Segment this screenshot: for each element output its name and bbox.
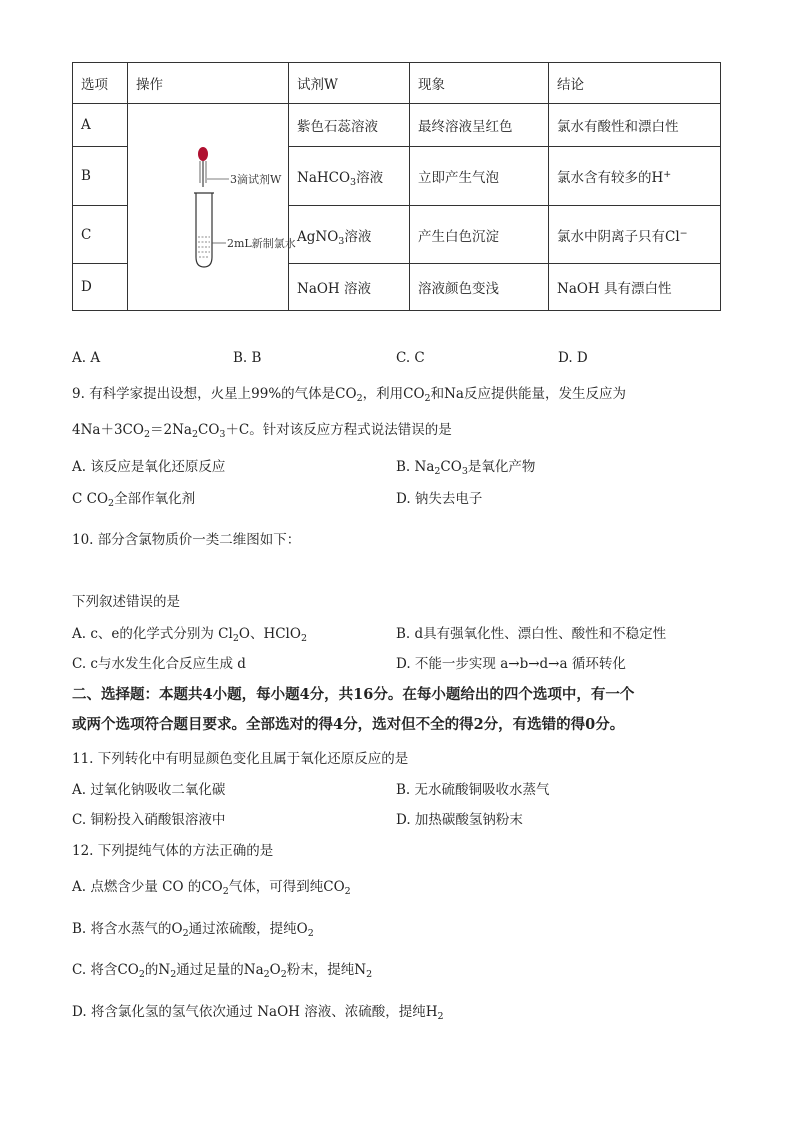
section-two-instructions: 或两个选项符合题目要求。全部选对的得4分，选对但不全的得2分，有选错的得0分。 (72, 716, 625, 733)
header-operation: 操作 (128, 63, 289, 104)
row-conclusion: NaOH 具有漂白性 (549, 264, 721, 311)
table-row (73, 104, 721, 147)
row-phenomenon: 产生白色沉淀 (410, 206, 549, 264)
q9-option-b: B. $Na_2CO_3$是氧化产物 (396, 459, 536, 477)
q8-option-d: D. D (558, 350, 588, 366)
q10-option-d: D. 不能一步实现 a→b→d→a 循环转化 (396, 656, 626, 672)
row-phenomenon: 溶液颜色变浅 (410, 264, 549, 311)
test-tube-dropper-figure (128, 105, 296, 310)
row-conclusion: 氯水有酸性和漂白性 (549, 104, 721, 147)
q9-option-c: C $CO_2$全部作氧化剂 (72, 491, 196, 509)
q9-stem: 9. 有科学家提出设想，火星上99%的气体是$CO_2$，利用$CO_2$和Na反应提供能量，发生反应为 (72, 386, 626, 404)
row-option: D (73, 264, 128, 311)
row-option: B (73, 147, 128, 206)
q9-equation: $4Na+3CO_2=2Na_2CO_3+C$。针对该反应方程式说法错误的是 (72, 422, 452, 440)
q9-option-d: D. 钠失去电子 (396, 491, 483, 507)
q11-option-c: C. 铜粉投入硝酸银溶液中 (72, 812, 226, 828)
table-header-row (73, 63, 721, 104)
row-conclusion: 氯水中阴离子只有Cl− (549, 206, 721, 264)
q11-option-d: D. 加热碳酸氢钠粉末 (396, 812, 523, 828)
q12-option-b: B. 将含水蒸气的$O_2$通过浓硫酸，提纯$O_2$ (72, 921, 314, 939)
row-option: A (73, 104, 128, 147)
header-reagent: 试剂W (289, 63, 410, 104)
test-tube-icon (196, 193, 212, 267)
row-option: C (73, 206, 128, 264)
row-reagent: 紫色石蕊溶液 (289, 104, 410, 147)
dropper-bulb-icon (198, 147, 208, 161)
q12-option-a: A. 点燃含少量 CO 的$CO_2$气体，可得到纯$CO_2$ (72, 879, 351, 897)
q10-ask: 下列叙述错误的是 (72, 594, 180, 610)
q12-option-d: D. 将含氯化氢的氢气依次通过 NaOH 溶液、浓硫酸，提纯$H_2$ (72, 1004, 444, 1022)
section-two-heading: 二、选择题：本题共4小题，每小题4分，共16分。在每小题给出的四个选项中，有一个 (72, 686, 635, 703)
header-phenomenon: 现象 (410, 63, 549, 104)
q9-option-a: A. 该反应是氧化还原反应 (72, 459, 226, 475)
q8-option-c: C. C (396, 350, 425, 366)
row-reagent: NaHCO$_3$溶液 (289, 147, 410, 206)
q10-option-a: A. c、e的化学式分别为 $Cl_2O$、HClO$_2$ (72, 626, 307, 644)
header-option: 选项 (73, 63, 128, 104)
q11-option-a: A. 过氧化钠吸收二氧化碳 (72, 782, 226, 798)
q12-option-c: C. 将含$CO_2$的$N_2$通过足量的$Na_2O_2$粉末，提纯$N_2$ (72, 962, 373, 980)
q8-option-b: B. B (233, 350, 262, 366)
row-phenomenon: 最终溶液呈红色 (410, 104, 549, 147)
operation-figure-cell (128, 104, 296, 311)
q11-option-b: B. 无水硫酸铜吸收水蒸气 (396, 782, 550, 798)
q10-option-c: C. c与水发生化合反应生成 d (72, 656, 246, 672)
q10-option-b: B. d具有强氧化性、漂白性、酸性和不稳定性 (396, 626, 667, 642)
header-conclusion: 结论 (549, 63, 721, 104)
row-reagent: NaOH 溶液 (289, 264, 410, 311)
row-conclusion: 氯水含有较多的H+ (549, 147, 721, 206)
figure-label-chlorine-water: 2mL新制氯水 (227, 236, 296, 250)
q10-stem: 10. 部分含氯物质价一类二维图如下： (72, 532, 301, 548)
q8-option-a: A. A (72, 350, 101, 366)
experiment-table (72, 62, 721, 311)
q12-stem: 12. 下列提纯气体的方法正确的是 (72, 843, 274, 859)
figure-label-reagent: 3滴试剂W (230, 172, 282, 186)
q11-stem: 11. 下列转化中有明显颜色变化且属于氧化还原反应的是 (72, 751, 409, 767)
row-phenomenon: 立即产生气泡 (410, 147, 549, 206)
row-reagent: AgNO$_3$溶液 (289, 206, 410, 264)
